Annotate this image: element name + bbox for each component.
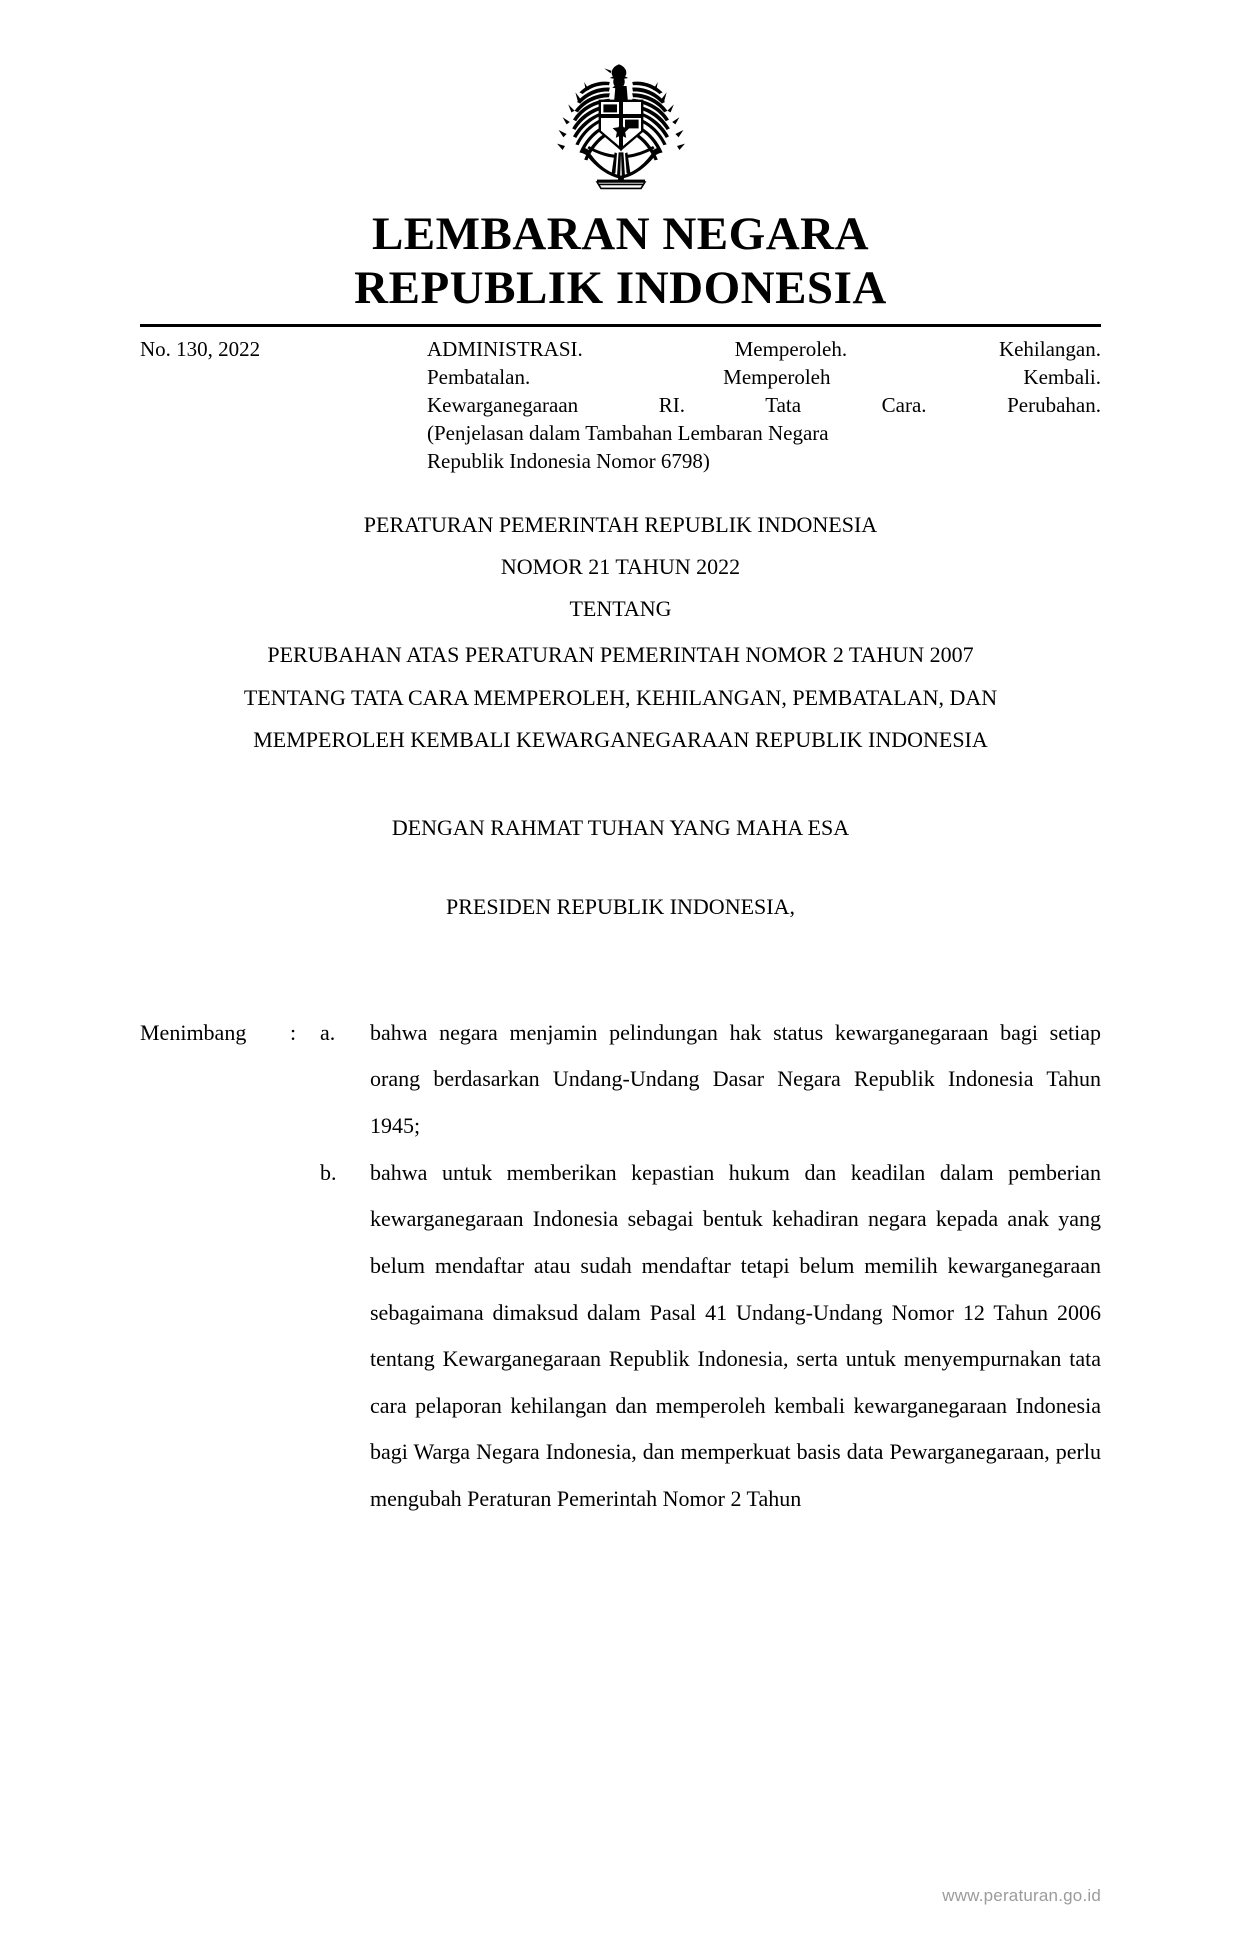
considering-section xyxy=(140,1010,1101,1523)
considering-text-b: bahwa untuk memberikan kepastian hukum dan keadilan dalam pemberian kewarganegaraan Indonesia sebagai bentuk kehadiran negara kepada anak yang belum mendaftar atau sudah mendaftar tetapi belum memilih kewarganegaraan sebagaimana dimaksud dalam Pasal 41 Undang-Undang Nomor 12 Tahun 2006 tentang Kewarganegaraan Republik Indonesia, serta untuk menyempurnakan tata cara pelaporan kehilangan dan memperoleh kembali kewarganegaraan Indonesia bagi Warga Negara Indonesia, dan memperkuat basis data Pewarganegaraan, perlu mengubah Peraturan Pemerintah Nomor 2 Tahun xyxy=(370,1159,1101,1512)
masthead-line-1: LEMBARAN NEGARA xyxy=(371,208,870,260)
regulation-title-line-3: MEMPEROLEH KEMBALI KEWARGANEGARAAN REPUBLIK INDONESIA xyxy=(253,726,988,752)
regulation-heading xyxy=(140,504,1101,631)
emblem-container xyxy=(140,0,1101,194)
considering-colon: : xyxy=(290,1019,297,1045)
blessing-line: DENGAN RAHMAT TUHAN YANG MAHA ESA xyxy=(391,815,850,841)
regulation-title-line-1: PERUBAHAN ATAS PERATURAN PEMERINTAH NOMOR 2 TAHUN 2007 xyxy=(267,642,974,668)
considering-item-b xyxy=(140,1150,1101,1523)
garuda-pancasila-emblem-icon xyxy=(541,58,701,194)
gazette-meta-row xyxy=(140,336,1101,476)
considering-label: Menimbang xyxy=(140,1019,247,1045)
considering-letter-a: a. xyxy=(320,1019,336,1045)
keyword-line: Pembatalan. Memperoleh Kembali. xyxy=(427,365,1101,390)
masthead-divider xyxy=(140,324,1101,327)
regulation-title xyxy=(140,634,1101,761)
masthead-title xyxy=(140,208,1101,315)
regulation-number: NOMOR 21 TAHUN 2022 xyxy=(500,554,741,579)
masthead-line-2: REPUBLIK INDONESIA xyxy=(354,261,887,314)
keyword-line: Republik Indonesia Nomor 6798) xyxy=(427,448,710,473)
footer-watermark: www.peraturan.go.id xyxy=(942,1886,1101,1905)
regulation-about-label: TENTANG xyxy=(569,596,672,622)
considering-letter-b: b. xyxy=(320,1159,337,1185)
keyword-line: Kewarganegaraan RI. Tata Cara. Perubahan. xyxy=(427,393,1101,417)
regulation-authority: PERATURAN PEMERINTAH REPUBLIK INDONESIA xyxy=(363,511,878,537)
gazette-number: No. 130, 2022 xyxy=(140,337,261,362)
considering-text-a: bahwa negara menjamin pelindungan hak status kewarganegaraan bagi setiap orang berdasarkan Undang-Undang Dasar Negara Republik Indonesia Tahun 1945; xyxy=(370,1019,1101,1139)
president-line: PRESIDEN REPUBLIK INDONESIA, xyxy=(446,893,795,919)
considering-item-a xyxy=(140,1010,1101,1150)
keyword-line: ADMINISTRASI. Memperoleh. Kehilangan. xyxy=(427,337,1101,362)
gazette-keywords xyxy=(427,336,1101,476)
keyword-line: (Penjelasan dalam Tambahan Lembaran Negara xyxy=(427,420,829,445)
regulation-title-line-2: TENTANG TATA CARA MEMPEROLEH, KEHILANGAN, PEMBATALAN, DAN xyxy=(243,684,998,710)
